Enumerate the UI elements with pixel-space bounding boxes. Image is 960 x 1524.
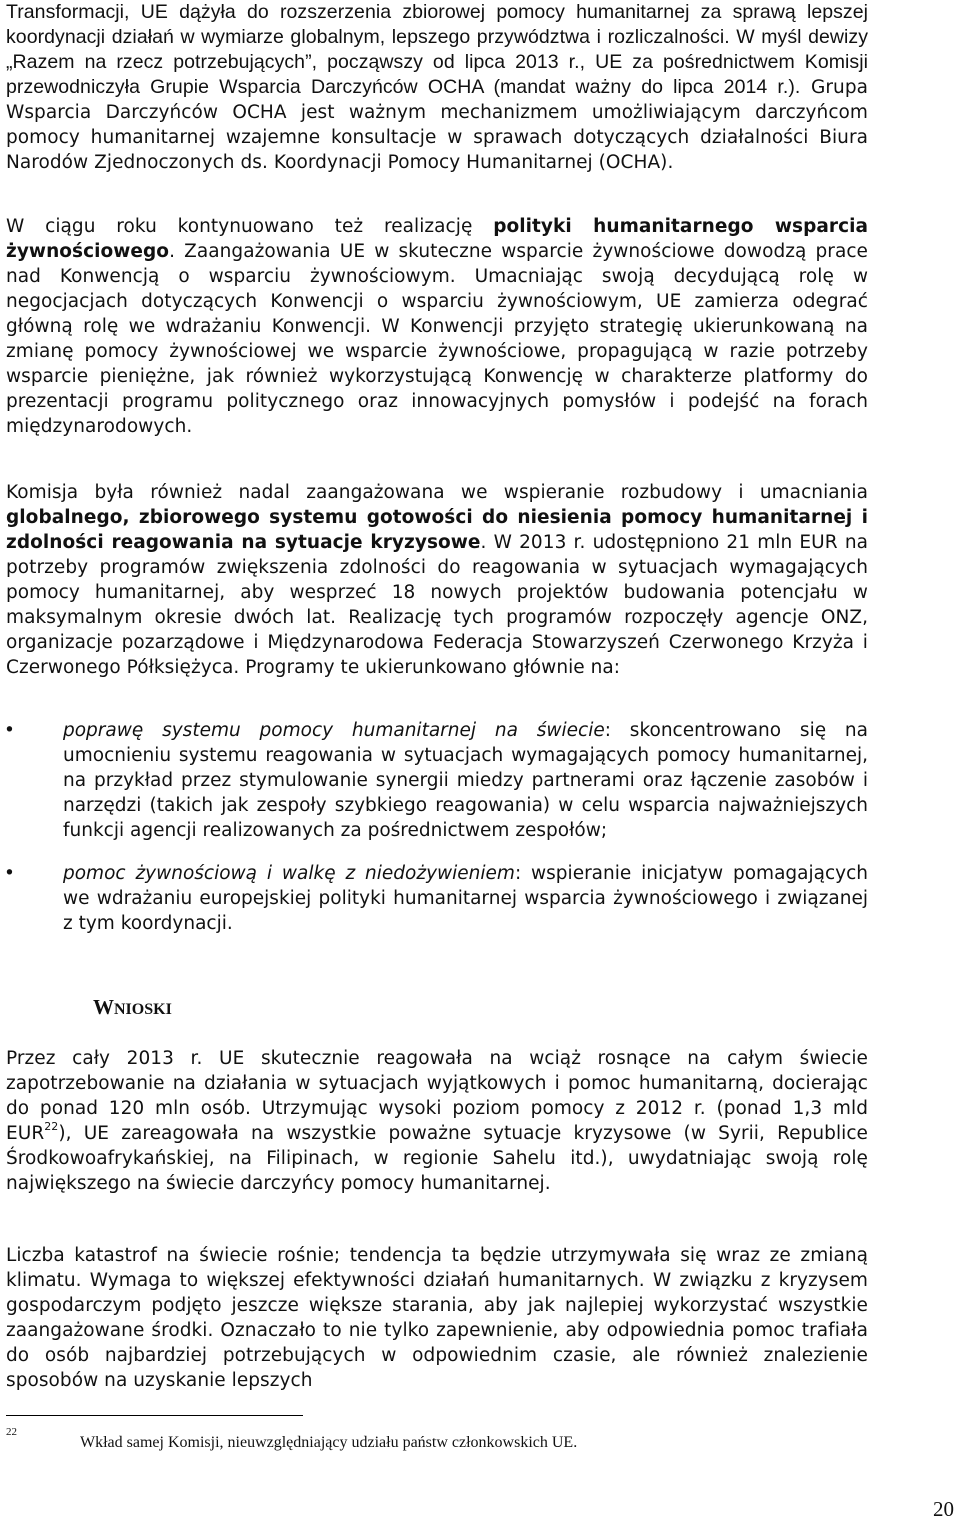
list-item — [6, 718, 868, 843]
footnote-reference: 22 — [44, 1120, 59, 1133]
paragraph-food-assistance — [6, 214, 868, 439]
paragraph-conclusions-before: Przez cały 2013 r. UE skutecznie reagowała na wciąż rosnące na całym świecie zapotrzebowanie na działania w sytuacjach wyjątkowych i pomoc humanitarną, docierając do ponad 120 mln osób. Utrzymując wysoki poziom pomocy z 2012 r. (ponad 1,3 mld EUR — [6, 1048, 868, 1144]
paragraph-ocha-lead: Transformacji, UE dążyła do rozszerzenia zbiorowej pomocy humanitarnej za sprawą lepszej koordynacji działań w wymiarze globalnym, lepszego przywództwa i rozliczalności. W myśl dewizy „Razem na rzecz potrzebujących”, począwszy od lipca 2013 r., UE za pośrednictwem Komisji przewodniczyła Grupie Wsparcia Darczyńców OCHA (mandat ważny do lipca 2014 r.). — [6, 1, 868, 98]
paragraph-preparedness-bold: globalnego, zbiorowego systemu gotowości do niesienia pomocy humanitarnej i zdolności reagowania na sytuacje kryzysowe — [6, 507, 868, 553]
footnote-number: 22 — [6, 1426, 17, 1438]
paragraph-ocha-rest: Grupa Wsparcia Darczyńców OCHA jest ważnym mechanizmem umożliwiającym darczyńcom pomocy humanitarnej wzajemne konsultacje w sprawach dotyczących działalności Biura Narodów Zjednoczonych ds. Koordynacji Pomocy Humanitarnej (OCHA). — [6, 77, 868, 173]
heading-initial: W — [93, 995, 114, 1019]
paragraph-conclusions-after: ), UE zareagowała na wszystkie poważne sytuacje kryzysowe (w Syrii, Republice Środkowoafrykańskiej, na Filipinach, w regionie Sahelu itd.), uwydatniając swoją rolę największego na świecie darczyńcy pomocy humanitarnej. — [6, 1123, 868, 1194]
paragraph-conclusions — [6, 1046, 868, 1196]
paragraph-preparedness — [6, 480, 868, 680]
heading-rest: NIOSKI — [114, 1001, 172, 1018]
paragraph-disasters: Liczba katastrof na świecie rośnie; tendencja ta będzie utrzymywała się wraz ze zmianą klimatu. Wymaga to większej efektywności działań humanitarnych. W związku z kryzysem gospodarczym podjęto jeszcze większe starania, aby jak najlepiej wykorzystać wszystkie zaangażowane środki. Oznaczało to nie tylko zapewnienie, aby odpowiednia pomoc trafiała do osób najbardziej potrzebujących w odpowiednim czasie, ale również znalezienie sposobów na uzyskanie lepszych — [6, 1245, 868, 1391]
footnote-text: Wkład samej Komisji, nieuwzględniający udziału państw członkowskich UE. — [80, 1434, 578, 1451]
bullet-icon: • — [4, 863, 15, 884]
page-number: 20 — [933, 1497, 954, 1521]
paragraph-preparedness-rest: . W 2013 r. udostępniono 21 mln EUR na potrzeby programów zwiększenia zdolności do reagowania w sytuacjach wymagających pomocy humanitarnej, aby wesprzeć 18 nowych projektów budowania potencjału w maksymalnym okresie dwóch lat. Realizację tych programów rozpoczęły agencje ONZ, organizacje pozarządowe i Międzynarodowa Federacja Stowarzyszeń Czerwonego Krzyża i Czerwonego Półksiężyca. Programy te ukierunkowano głównie na: — [6, 532, 868, 678]
section-heading-conclusions — [6, 995, 172, 1020]
paragraph-food-intro: W ciągu roku kontynuowano też realizację — [6, 216, 494, 237]
list-item — [6, 861, 868, 936]
paragraph-food-bold: polityki humanitarnego wsparcia żywnościowego — [6, 216, 869, 262]
paragraph-food-rest: . Zaangażowania UE w skuteczne wsparcie żywnościowe dowodzą prace nad Konwencją o wsparciu żywnościowym. Umacniając swoją decydującą rolę w negocjacjach dotyczących Konwencji o wsparciu żywnościowym, UE zamierza odegrać główną rolę we wdrażaniu Konwencji. W Konwencji przyjęto strategię ukierunkowaną na zmianę pomocy żywnościowej we wsparcie żywnościowe, propagującą w razie potrzeby wsparcie pieniężne, jak również wykorzystującą Konwencję w charakterze platformy do prezentacji programu politycznego oraz innowacyjnych pomysłów i podejść na forach międzynarodowych. — [6, 241, 868, 437]
paragraph-ocha — [6, 0, 868, 175]
list-item-italic: pomoc żywnościową i walkę z niedożywieniem — [63, 863, 515, 884]
list-item-text: : skoncentrowano się na umocnieniu systemu reagowania w sytuacjach wymagających pomocy humanitarnej, na przykład przez stymulowanie synergii miedzy partnerami oraz łączenie zasobów i narzędzi (takich jak zespoły szybkiego reagowania) w celu wsparcia najważniejszych funkcji agencji realizowanych za pośrednictwem zespołów; — [63, 720, 868, 841]
footnote-separator — [6, 1415, 303, 1416]
paragraph-preparedness-intro: Komisja była również nadal zaangażowana we wspieranie rozbudowy i umacniania — [6, 482, 868, 503]
bullet-list — [6, 718, 868, 936]
list-item-text: : wspieranie inicjatyw pomagających we wdrażaniu europejskiej polityki humanitarnej wsparcia żywnościowego i związanej z tym koordynacji. — [63, 863, 868, 934]
list-item-italic: poprawę systemu pomocy humanitarnej na świecie — [63, 720, 605, 741]
bullet-icon: • — [4, 720, 15, 741]
